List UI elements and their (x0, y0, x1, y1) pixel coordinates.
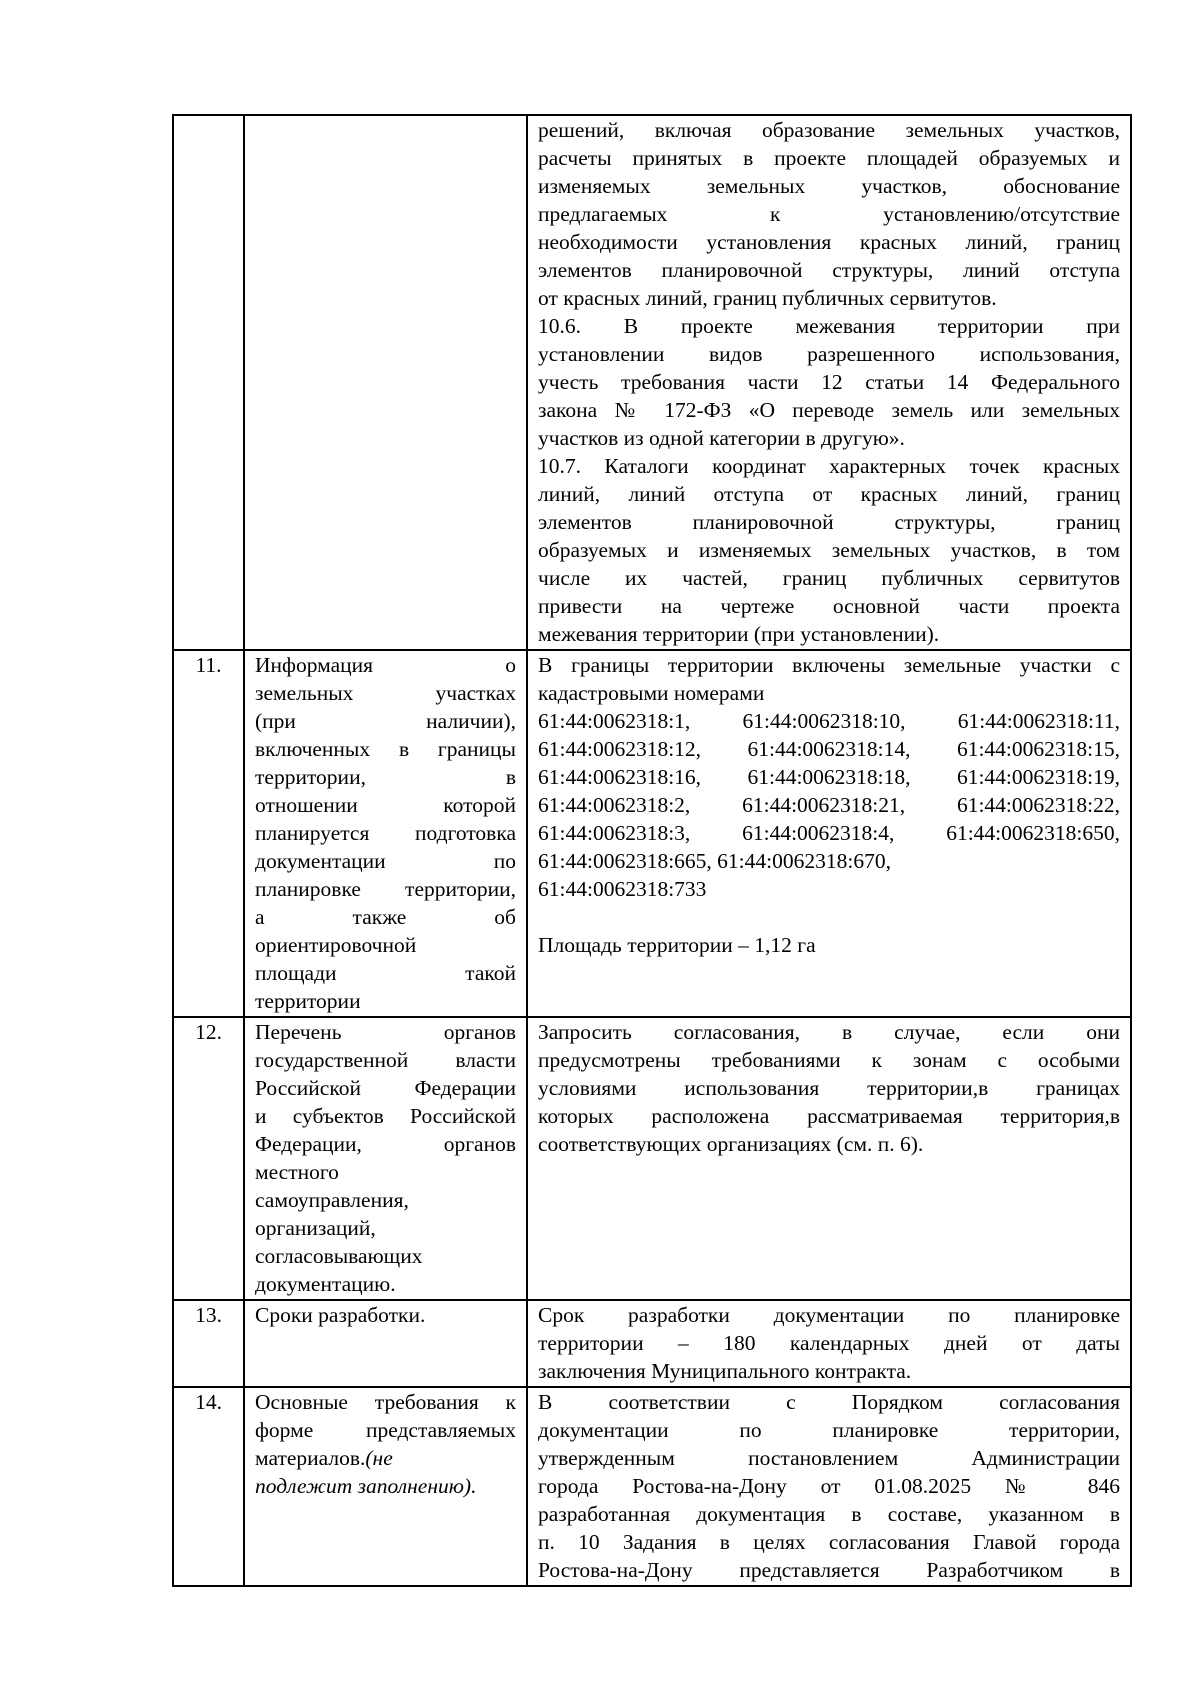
row-label (244, 115, 527, 650)
content-line: межевания территории (при установлении). (538, 622, 940, 646)
label-line: площади такой (255, 961, 516, 985)
content-line: решений, включая образование земельных участков, (538, 118, 1120, 142)
content-line: кадастровыми номерами (538, 681, 765, 705)
content-line: элементов планировочной структуры, границ (538, 510, 1120, 534)
content-line: учесть требования части 12 статьи 14 Федерального (538, 370, 1120, 394)
content-line: 61:44:0062318:16, 61:44:0062318:18, 61:44:0062318:19, (538, 765, 1120, 789)
label-line: государственной власти (255, 1048, 516, 1072)
content-line: линий, линий отступа от красных линий, границ (538, 482, 1120, 506)
content-line: образуемых и изменяемых земельных участков, в том (538, 538, 1120, 562)
line-text: материалов. (255, 1446, 366, 1470)
row-content (527, 1387, 1131, 1586)
italic-text: (не (365, 1446, 393, 1470)
content-line: Площадь территории – 1,12 га (538, 933, 816, 957)
label-line: Перечень органов (255, 1020, 516, 1044)
row-label (244, 1387, 527, 1586)
label-line: документацию. (255, 1272, 396, 1296)
label-line: земельных участках (255, 681, 516, 705)
content-line: условиями использования территории,в границах (538, 1076, 1120, 1100)
label-line: Основные требования к (255, 1390, 516, 1414)
content-line: привести на чертеже основной части проекта (538, 594, 1120, 618)
label-line: документации по (255, 849, 516, 873)
content-line: соответствующих организациях (см. п. 6). (538, 1132, 924, 1156)
row-content (527, 115, 1131, 650)
content-line: которых расположена рассматриваемая территория,в (538, 1104, 1120, 1128)
label-line (255, 1472, 516, 1500)
label-line: и субъектов Российской (255, 1104, 516, 1128)
label-line: (при наличии), (255, 709, 516, 733)
table-row (173, 650, 1131, 1017)
content-line: п. 10 Задания в целях согласования Главой города (538, 1530, 1120, 1554)
label-line: согласовывающих (255, 1244, 423, 1268)
content-line: Ростова-на-Дону представляется Разработчиком в (538, 1558, 1120, 1582)
label-line: включенных в границы (255, 737, 516, 761)
label-line: Сроки разработки. (255, 1303, 426, 1327)
content-line: 61:44:0062318:1, 61:44:0062318:10, 61:44:0062318:11, (538, 709, 1120, 733)
row-content (527, 1300, 1131, 1387)
row-content (527, 650, 1131, 1017)
table-row (173, 115, 1131, 650)
label-line: форме представляемых (255, 1418, 516, 1442)
content-line: В границы территории включены земельные участки с (538, 653, 1120, 677)
row-number: 12. (173, 1017, 244, 1300)
row-number: 11. (173, 650, 244, 1017)
label-line: Информация о (255, 653, 516, 677)
row-label (244, 1300, 527, 1387)
label-line: отношении которой (255, 793, 516, 817)
table-row (173, 1300, 1131, 1387)
row-label (244, 650, 527, 1017)
label-line: организаций, (255, 1216, 376, 1240)
label-line (255, 1444, 516, 1472)
label-line: Российской Федерации (255, 1076, 516, 1100)
content-line: документации по планировке территории, (538, 1418, 1120, 1442)
row-number: 13. (173, 1300, 244, 1387)
label-line: территории, в (255, 765, 516, 789)
label-line: территории (255, 989, 361, 1013)
table-row (173, 1017, 1131, 1300)
content-line: предлагаемых к установлению/отсутствие (538, 202, 1120, 226)
content-line: разработанная документация в составе, указанном в (538, 1502, 1120, 1526)
table-row (173, 1387, 1131, 1586)
label-line: ориентировочной (255, 933, 417, 957)
content-line: Срок разработки документации по планировке (538, 1303, 1120, 1327)
label-line: планировке территории, (255, 877, 516, 901)
content-line: 10.6. В проекте межевания территории при (538, 314, 1120, 338)
row-content (527, 1017, 1131, 1300)
content-line: заключения Муниципального контракта. (538, 1359, 912, 1383)
row-number (173, 115, 244, 650)
content-line: участков из одной категории в другую». (538, 426, 905, 450)
content-line: необходимости установления красных линий, границ (538, 230, 1120, 254)
row-number: 14. (173, 1387, 244, 1586)
content-line: 61:44:0062318:3, 61:44:0062318:4, 61:44:0062318:650, (538, 821, 1120, 845)
label-line: а также об (255, 905, 516, 929)
label-line: Федерации, органов (255, 1132, 516, 1156)
content-line: от красных линий, границ публичных сервитутов. (538, 286, 997, 310)
content-line (538, 903, 1120, 931)
label-line: планируется подготовка (255, 821, 516, 845)
content-line: территории – 180 календарных дней от даты (538, 1331, 1120, 1355)
content-line: В соответствии с Порядком согласования (538, 1390, 1120, 1414)
italic-text: подлежит заполнению). (255, 1474, 477, 1498)
content-line: числе их частей, границ публичных сервитутов (538, 566, 1120, 590)
content-line: установлении видов разрешенного использования, (538, 342, 1120, 366)
content-line: 10.7. Каталоги координат характерных точек красных (538, 454, 1120, 478)
content-line: изменяемых земельных участков, обоснование (538, 174, 1120, 198)
content-line: 61:44:0062318:2, 61:44:0062318:21, 61:44:0062318:22, (538, 793, 1120, 817)
content-line: 61:44:0062318:733 (538, 877, 707, 901)
requirements-table (172, 114, 1132, 1587)
label-line: самоуправления, (255, 1188, 409, 1212)
content-line: 61:44:0062318:12, 61:44:0062318:14, 61:44:0062318:15, (538, 737, 1120, 761)
label-line: местного (255, 1160, 339, 1184)
content-line: элементов планировочной структуры, линий отступа (538, 258, 1120, 282)
content-line: 61:44:0062318:665, 61:44:0062318:670, (538, 849, 891, 873)
content-line: утвержденным постановлением Администрации (538, 1446, 1120, 1470)
content-line: города Ростова-на-Дону от 01.08.2025 № 846 (538, 1474, 1120, 1498)
content-line: закона № 172-ФЗ «О переводе земель или земельных (538, 398, 1120, 422)
content-line: Запросить согласования, в случае, если они (538, 1020, 1120, 1044)
content-line: расчеты принятых в проекте площадей образуемых и (538, 146, 1120, 170)
row-label (244, 1017, 527, 1300)
content-line: предусмотрены требованиями к зонам с особыми (538, 1048, 1120, 1072)
